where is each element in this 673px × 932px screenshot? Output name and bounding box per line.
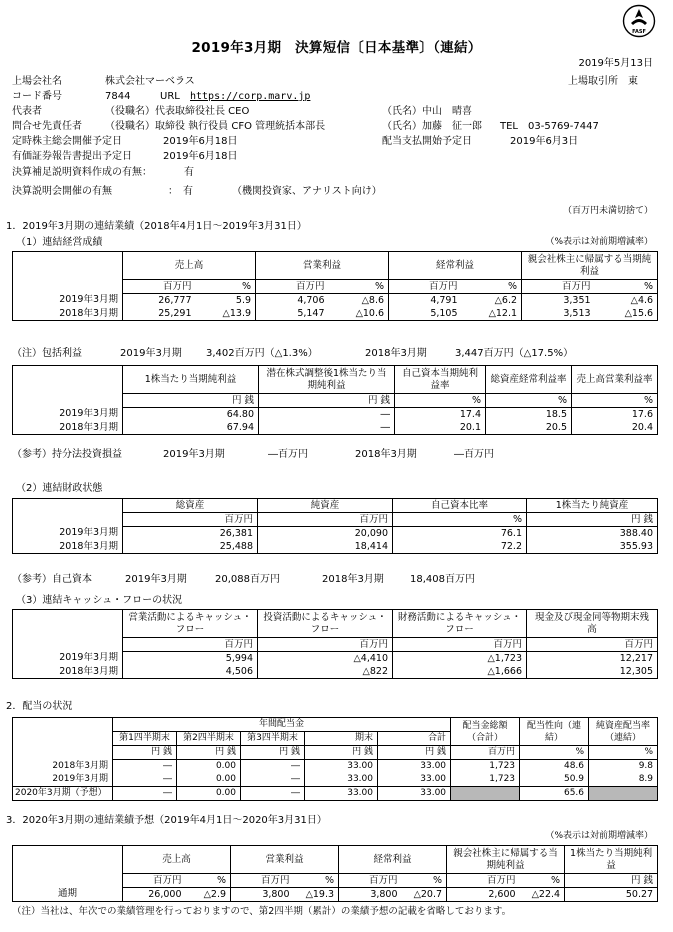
col-header: 合計	[378, 732, 451, 746]
rep-label: 代表者	[12, 106, 42, 117]
unit-cell: %	[595, 280, 658, 294]
per-share-table: 1株当たり当期純利益 潜在株式調整後1株当たり当期純利益 自己資本当期純利益率 総資産経常利益率 売上高営業利益率 円 銭 円 銭 % % % 2019年3月期 64.80 ― 17.4 18.5 17.6 2018年3月期 67.94 ― 20.1 20.5 20.4	[12, 365, 658, 435]
table-row: 2018年3月期 67.94 ― 20.1 20.5 20.4	[13, 421, 658, 435]
col-header: 配当性向（連結）	[520, 718, 589, 746]
briefing-value: ： 有	[168, 186, 193, 197]
col-header: 期末	[305, 732, 378, 746]
dividend-pay-date: 2019年6月3日	[510, 136, 579, 147]
table-row: 2019年3月期 64.80 ― 17.4 18.5 17.6	[13, 408, 658, 422]
agm-label: 定時株主総会開催予定日	[12, 136, 122, 147]
contact-role: （役職名）取締役 執行役員 CFO 管理統括本部長	[105, 121, 326, 132]
col-header: 営業利益	[256, 252, 389, 280]
rep-name: （氏名）中山 晴喜	[382, 106, 472, 117]
corner-cell	[13, 252, 123, 280]
table-row: 2018年3月期 4,506 △822 △1,666 12,305	[13, 665, 658, 679]
url-label: URL	[160, 91, 180, 102]
unit-cell: 百万円	[256, 280, 329, 294]
forecast-note: （注）当社は、年次での業績管理を行っておりますので、第2四半期（累計）の業績予想の記載を省略しております。	[12, 906, 512, 917]
company-label: 上場会社名	[12, 76, 62, 87]
table-row: 通期 26,000 △2.9 3,800 △19.3 3,800 △20.7 2,600 △22.4 50.27	[13, 888, 658, 902]
col-header: 第2四半期末	[177, 732, 241, 746]
col-header: 経常利益	[339, 846, 447, 874]
col-header: 現金及び現金同等物期末残高	[527, 610, 658, 638]
exchange: 上場取引所 東	[568, 76, 638, 87]
col-header: 総資産経常利益率	[486, 366, 572, 394]
forecast-pct-note: （%表示は対前期増減率）	[545, 831, 653, 841]
company-url-link[interactable]: https://corp.marv.jp	[190, 91, 311, 102]
dividend-pay-label: 配当支払開始予定日	[382, 136, 472, 147]
col-header: 総資産	[123, 499, 258, 513]
col-header: 自己資本比率	[393, 499, 527, 513]
col-header: 配当金総額（合計）	[451, 718, 520, 746]
cash-flow-table: 営業活動によるキャッシュ・フロー 投資活動によるキャッシュ・フロー 財務活動によるキャッシュ・フロー 現金及び現金同等物期末残高 百万円 百万円 百万円 百万円 2019年3月期 5,994 △4,410 △1,723 12,217 2018年3月期 4,506 △822 △1,666 12,305	[12, 609, 658, 679]
col-header: 1株当たり当期純利益	[565, 846, 658, 874]
col-header: 第1四半期末	[113, 732, 177, 746]
briefing-label: 決算説明会開催の有無	[12, 186, 112, 197]
section1-sub3: （3）連結キャッシュ・フローの状況	[16, 595, 183, 606]
table-row: 2019年3月期 26,777 5.9 4,706 △8.6 4,791 △6.2 3,351 △4.6	[13, 294, 658, 308]
dividend-table: 年間配当金 配当金総額（合計） 配当性向（連結） 純資産配当率（連結） 第1四半期末 第2四半期末 第3四半期末 期末 合計 円 銭 円 銭 円 銭 円 銭 円 銭 百万円 % % 2018年3月期 ― 0.00 ― 33.00 33.00 1,723 48.6 9.8 2019年3月期 ― 0.00 ― 33.00 33.00 1,723 50.9 8.9 2020年3月期（予想） ― 0.00 ― 33.00 33.00 65.6	[12, 717, 658, 801]
col-header: 売上高	[123, 252, 256, 280]
col-header: 第3四半期末	[241, 732, 305, 746]
report-submit-label: 有価証券報告書提出予定日	[12, 151, 132, 162]
unit-cell: %	[329, 280, 389, 294]
unit-cell: %	[462, 280, 522, 294]
code-value: 7844	[105, 91, 131, 102]
supp-material-value: 有	[184, 167, 194, 178]
unit-note: （百万円未満切捨て）	[562, 206, 653, 216]
section2-title: 2．配当の状況	[6, 701, 73, 712]
row-label: 2019年3月期	[13, 294, 123, 308]
comp-income-label: （注）包括利益	[12, 348, 82, 359]
section1-sub1: （1）連結経営成績	[16, 237, 103, 248]
col-header: 純資産	[258, 499, 393, 513]
page: FASF 2019年3月期 決算短信〔日本基準〕（連結） 2019年5月13日 上場会社名 株式会社マーベラス 上場取引所 東 コード番号 7844 URL https://corp.marv.jp 代表者 （役職名）代表取締役社長 CEO （氏名）中山 晴喜 問合せ先責任者 （役職名）取締役 執行役員 CFO 管理統括本部長 （氏名）加藤 征一郎 TEL 03-5769-7447 定時株主総会開催予定日 2019年6月18日 配当支払開始予定日 2019年6月3日 有価証券報告書提出予定日 2019年6月18日 決算補足説明資料作成の有無： 有 決算説明会開催の有無 ： 有 （機関投資家、アナリスト向け） （百万円未満切捨て） 1．2019年3月期の連結業績（2018年4月1日～2019年3月31日） （1）連結経営成績 （%表示は対前期増減率） 売上高 営業利益 経常利益 親会社株主に帰属する当期純利益 百万円 % 百万円 % 百万円 % 百万円 % 2019年3月期 26,777 5.9 4,706 △8.6 4,791 △6.2 3,351 △4.6 2018年3月期 25,291 △13.9 5,147 △10.6 5,105 △12.1 3,513 △15.6 （注）包括利益 2019年3月期 3,402百万円（△1.3%） 2018年3月期 3,447百万円（△17.5%） 1株当たり当期純利益 潜在株式調整後1株当たり当期純利益 自己資本当期純利益率 総資産経常利益率 売上高営業利益率 円 銭 円 銭 % % % 2019年3月期 64.80 ― 17.4 18.5 17.6 2018年3月期 67.94 ― 20.1 20.5 20.4 （参考）持分法投資損益 2019年3月期 ―百万円 2018年3月期 ―百万円 （2）連結財政状態 総資産 純資産 自己資本比率 1株当たり純資産 百万円 百万円 % 円 銭 2019年3月期 26,381 20,090 76.1 388.40 2018年3月期 25,488 18,414 72.2 355.93 （参考）自己資本 2019年3月期 20,088百万円 2018年3月期 18,408百万円 （3）連結キャッシュ・フローの状況 営業活動によるキャッシュ・フロー 投資活動によるキャッシュ・フロー 財務活動によるキャッシュ・フロー 現金及び現金同等物期末残高 百万円 百万円 百万円 百万円 2019年3月期 5,994 △4,410 △1,723 12,217 2018年3月期 4,506 △822 △1,666 12,305 2．配当の状況 年間配当金 配当金総額（合計） 配当性向（連結） 純資産配当率（連結） 第1四半期末 第2四半期末 第3四半期末 期末 合計 円 銭 円 銭 円 銭 円 銭 円 銭 百万円 % % 2018年3月期 ― 0.00 ― 33.00 33.00 1,723 48.6 9.8 2019年3月期 ― 0.00 ― 33.00 33.00 1,723 50.9 8.9 2020年3月期（予想） ― 0.00 ― 33.00 33.00 65.6 3．2020年3月期の連結業績予想（2019年4月1日～2020年3月31日） （%表示は対前期増減率） 売上高 営業利益 経常利益 親会社株主に帰属する当期純利益 1株当たり当期純利益 百万円 % 百万円 % 百万円 % 百万円 % 円 銭 通期 26,000 △2.9 3,800 △19.3 3,800 △20.7 2,600 △22.4 50.27 （注）当社は、年次での業績管理を行っておりますので、第2四半期（累計）の業績予想の記載を省略しております。	[0, 0, 673, 932]
table-row: 2020年3月期（予想） ― 0.00 ― 33.00 33.00 65.6	[13, 787, 658, 801]
unit-cell: 百万円	[522, 280, 595, 294]
col-header: 営業活動によるキャッシュ・フロー	[123, 610, 258, 638]
rep-role: （役職名）代表取締役社長 CEO	[105, 106, 250, 117]
table-row: 2018年3月期 25,488 18,414 72.2 355.93	[13, 540, 658, 554]
col-header: 売上高営業利益率	[572, 366, 658, 394]
section3-title: 3．2020年3月期の連結業績予想（2019年4月1日～2020年3月31日）	[6, 815, 327, 826]
equity-label: （参考）自己資本	[12, 574, 92, 585]
pct-note: （%表示は対前期増減率）	[545, 237, 653, 247]
fasf-logo-icon	[622, 4, 656, 38]
contact-name: （氏名）加藤 征一郎	[382, 121, 482, 132]
report-date: 2019年5月13日	[578, 58, 653, 69]
equity-method-label: （参考）持分法投資損益	[12, 449, 122, 460]
col-header: 経常利益	[389, 252, 522, 280]
forecast-table: 売上高 営業利益 経常利益 親会社株主に帰属する当期純利益 1株当たり当期純利益 百万円 % 百万円 % 百万円 % 百万円 % 円 銭 通期 26,000 △2.9 3,800 △19.3 3,800 △20.7 2,600 △22.4 50.27	[12, 845, 658, 902]
report-submit-date: 2019年6月18日	[163, 151, 238, 162]
briefing-note: （機関投資家、アナリスト向け）	[232, 186, 382, 197]
table-row: 2018年3月期 ― 0.00 ― 33.00 33.00 1,723 48.6 9.8	[13, 760, 658, 774]
table-row: 2019年3月期 26,381 20,090 76.1 388.40	[13, 527, 658, 541]
col-header: 親会社株主に帰属する当期純利益	[447, 846, 565, 874]
col-header: 財務活動によるキャッシュ・フロー	[393, 610, 527, 638]
col-header: 純資産配当率（連結）	[589, 718, 658, 746]
shaded-cell	[451, 787, 520, 801]
row-label: 2018年3月期	[13, 307, 123, 321]
svg-text:FASF: FASF	[632, 29, 646, 35]
page-title: 2019年3月期 決算短信〔日本基準〕（連結）	[191, 40, 482, 56]
col-header: 潜在株式調整後1株当たり当期純利益	[259, 366, 395, 394]
col-header: 自己資本当期純利益率	[395, 366, 486, 394]
dividend-group-header: 年間配当金	[113, 718, 451, 732]
unit-cell: 百万円	[123, 280, 196, 294]
table-row: 2019年3月期 ― 0.00 ― 33.00 33.00 1,723 50.9 8.9	[13, 773, 658, 787]
code-label: コード番号	[12, 91, 62, 102]
contact-label: 問合せ先責任者	[12, 121, 82, 132]
col-header: 親会社株主に帰属する当期純利益	[522, 252, 658, 280]
col-header: 営業利益	[231, 846, 339, 874]
table-row: 2019年3月期 5,994 △4,410 △1,723 12,217	[13, 652, 658, 666]
unit-cell: %	[196, 280, 256, 294]
financial-position-table: 総資産 純資産 自己資本比率 1株当たり純資産 百万円 百万円 % 円 銭 2019年3月期 26,381 20,090 76.1 388.40 2018年3月期 25,488 18,414 72.2 355.93	[12, 498, 658, 554]
col-header: 1株当たり純資産	[527, 499, 658, 513]
section1-sub2: （2）連結財政状態	[16, 483, 103, 494]
section1-title: 1．2019年3月期の連結業績（2018年4月1日～2019年3月31日）	[6, 221, 307, 232]
operating-results-table	[12, 251, 658, 321]
col-header: 1株当たり当期純利益	[123, 366, 259, 394]
unit-cell: 百万円	[389, 280, 462, 294]
supp-material-label: 決算補足説明資料作成の有無：	[12, 167, 152, 178]
col-header: 投資活動によるキャッシュ・フロー	[258, 610, 393, 638]
shaded-cell	[589, 787, 658, 801]
col-header: 売上高	[123, 846, 231, 874]
table-row: 2018年3月期 25,291 △13.9 5,147 △10.6 5,105 △12.1 3,513 △15.6	[13, 307, 658, 321]
contact-tel: TEL 03-5769-7447	[500, 121, 599, 132]
agm-date: 2019年6月18日	[163, 136, 238, 147]
company-name: 株式会社マーベラス	[105, 76, 195, 87]
